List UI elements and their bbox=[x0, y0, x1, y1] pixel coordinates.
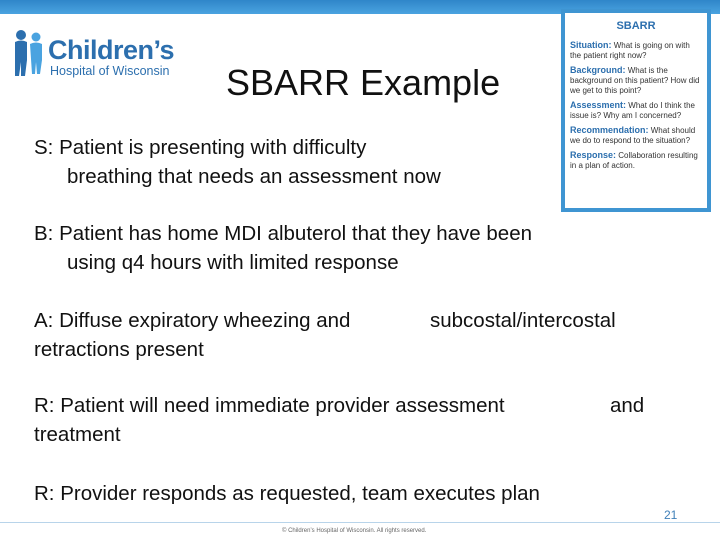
assessment-paragraph bbox=[34, 306, 616, 364]
childrens-hospital-logo bbox=[12, 26, 175, 78]
sbarr-item-text: What should we do to respond to the situation? bbox=[570, 126, 696, 145]
recommendation-line-1b: and bbox=[610, 394, 645, 417]
recommendation-paragraph bbox=[34, 391, 645, 449]
sbarr-item-text: What do I think the issue is? Why am I concerned? bbox=[570, 101, 695, 120]
assessment-line-1a: A: Diffuse expiratory wheezing and bbox=[34, 309, 351, 332]
sbarr-item-situation bbox=[570, 40, 702, 61]
sbarr-item-key: Assessment: bbox=[570, 100, 627, 110]
recommendation-line-2: treatment bbox=[34, 423, 121, 446]
situation-line-2: breathing that needs an assessment now bbox=[67, 165, 441, 188]
assessment-line-1b: subcostal/intercostal bbox=[430, 309, 616, 332]
sbarr-item-text: What is going on with the patient right now? bbox=[570, 41, 690, 60]
copyright-text: © Children’s Hospital of Wisconsin. All rights reserved. bbox=[282, 528, 427, 534]
recommendation-line-1a: R: Patient will need immediate provider assessment bbox=[34, 394, 505, 417]
background-paragraph bbox=[34, 219, 532, 277]
footer-divider bbox=[0, 522, 720, 523]
page-number: 21 bbox=[664, 508, 678, 522]
response-paragraph bbox=[34, 479, 540, 508]
slide-title: SBARR Example bbox=[226, 62, 501, 103]
slide-footer bbox=[0, 522, 720, 540]
sbarr-item-assessment bbox=[570, 100, 702, 121]
logo-name-line2: Hospital of Wisconsin bbox=[50, 64, 170, 78]
sbarr-item-text: What is the background on this patient? How did we get to this point? bbox=[570, 66, 700, 95]
logo-name-line1: Children’s bbox=[48, 35, 175, 65]
sbarr-card-heading: SBARR bbox=[616, 20, 656, 32]
sbarr-item-recommendation bbox=[570, 125, 702, 146]
background-line-1: B: Patient has home MDI albuterol that they have been bbox=[34, 222, 532, 245]
response-line-1: R: Provider responds as requested, team executes plan bbox=[34, 482, 540, 505]
sbarr-item-background bbox=[570, 65, 702, 96]
sbarr-reference-card bbox=[561, 9, 711, 212]
sbarr-item-key: Response: bbox=[570, 150, 617, 160]
sbarr-item-key: Situation: bbox=[570, 40, 612, 50]
sbarr-item-text: Collaboration resulting in a plan of action. bbox=[570, 151, 698, 170]
situation-paragraph bbox=[34, 133, 441, 191]
family-figures-icon bbox=[12, 28, 48, 78]
background-line-2: using q4 hours with limited response bbox=[67, 251, 399, 274]
sbarr-item-key: Background: bbox=[570, 65, 626, 75]
assessment-line-2: retractions present bbox=[34, 338, 204, 361]
sbarr-item-response bbox=[570, 150, 702, 171]
situation-line-1: S: Patient is presenting with difficulty bbox=[34, 136, 367, 159]
sbarr-item-key: Recommendation: bbox=[570, 125, 649, 135]
